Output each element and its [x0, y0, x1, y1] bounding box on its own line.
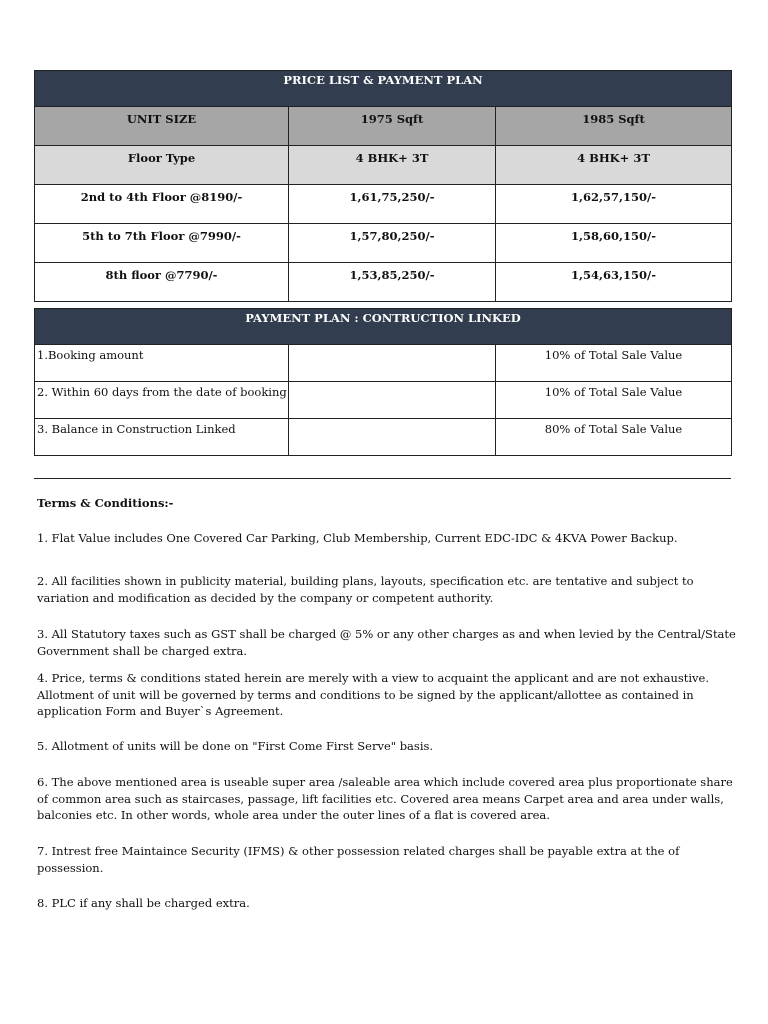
- table-cell: 2. Within 60 days from the date of booking: [35, 382, 289, 419]
- table-cell: 1,53,85,250/-: [289, 263, 496, 302]
- terms-item: 3. All Statutory taxes such as GST shall be charged @ 5% or any other charges as and when levied by the Central/State Government shall be charged extra.: [37, 627, 736, 658]
- table-cell: [289, 345, 496, 382]
- price-list-table: [34, 70, 732, 302]
- terms-item: 5. Allotment of units will be done on "First Come First Serve" basis.: [37, 739, 434, 753]
- terms-item: 4. Price, terms & conditions stated herein are merely with a view to acquaint the applicant and are not exhaustive. Allotment of unit will be governed by terms and conditions to be signed by the applicant/allottee as contained in application Form and Buyer`s Agreement.: [37, 671, 710, 718]
- table-cell: 1,61,75,250/-: [289, 185, 496, 224]
- subheader-cell: 4 BHK+ 3T: [496, 146, 732, 185]
- table-cell: 1.Booking amount: [35, 345, 289, 382]
- price-table-title: PRICE LIST & PAYMENT PLAN: [35, 71, 732, 107]
- header-cell: 1985 Sqft: [496, 107, 732, 146]
- table-row: [35, 146, 732, 185]
- table-row: [35, 185, 732, 224]
- table-cell: 1,57,80,250/-: [289, 224, 496, 263]
- subheader-cell: Floor Type: [35, 146, 289, 185]
- table-cell: [289, 419, 496, 456]
- table-cell: 10% of Total Sale Value: [496, 345, 732, 382]
- terms-title: Terms & Conditions:-: [37, 496, 174, 510]
- table-row: [35, 419, 732, 456]
- terms-item: 1. Flat Value includes One Covered Car Parking, Club Membership, Current EDC-IDC & 4KVA Power Backup.: [37, 531, 678, 545]
- terms-item: 8. PLC if any shall be charged extra.: [37, 896, 250, 910]
- table-cell: [289, 382, 496, 419]
- table-cell: 3. Balance in Construction Linked: [35, 419, 289, 456]
- table-row: [35, 263, 732, 302]
- table-cell: 2nd to 4th Floor @8190/-: [35, 185, 289, 224]
- table-row: [35, 382, 732, 419]
- terms-item: 2. All facilities shown in publicity material, building plans, layouts, specification etc. are tentative and subject to variation and modification as decided by the company or competent authority.: [37, 574, 694, 605]
- divider: [34, 478, 731, 479]
- table-cell: 10% of Total Sale Value: [496, 382, 732, 419]
- header-cell: 1975 Sqft: [289, 107, 496, 146]
- table-cell: 8th floor @7790/-: [35, 263, 289, 302]
- table-cell: 1,54,63,150/-: [496, 263, 732, 302]
- terms-item: 7. Intrest free Maintaince Security (IFMS) & other possession related charges shall be payable extra at the of possession.: [37, 844, 680, 875]
- table-row: [35, 345, 732, 382]
- payment-plan-title: PAYMENT PLAN : CONTRUCTION LINKED: [35, 309, 732, 345]
- terms-item: 6. The above mentioned area is useable super area /saleable area which include covered area plus proportionate share of common area such as staircases, passage, lift facilities etc. Covered area means Carpet area and area under walls, balconies etc. In other words, whole area under the outer lines of a flat is covered area.: [37, 775, 733, 822]
- table-row: [35, 107, 732, 146]
- payment-plan-table: [34, 308, 732, 456]
- table-row: [35, 224, 732, 263]
- table-cell: 80% of Total Sale Value: [496, 419, 732, 456]
- header-cell: UNIT SIZE: [35, 107, 289, 146]
- table-cell: 1,58,60,150/-: [496, 224, 732, 263]
- subheader-cell: 4 BHK+ 3T: [289, 146, 496, 185]
- table-cell: 1,62,57,150/-: [496, 185, 732, 224]
- table-cell: 5th to 7th Floor @7990/-: [35, 224, 289, 263]
